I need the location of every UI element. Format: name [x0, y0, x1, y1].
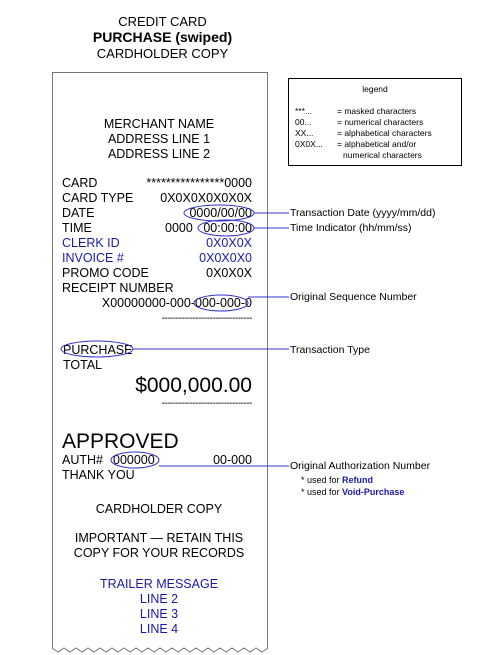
annotation-time-indicator: Time Indicator (hh/mm/ss) [290, 222, 412, 234]
auth-label: AUTH# [62, 453, 103, 467]
thank-you: THANK YOU [62, 468, 135, 482]
invoice-label: INVOICE # [62, 251, 124, 265]
legend-key-numerical: 00... [295, 117, 312, 127]
transaction-type-oval [61, 341, 133, 357]
trailer-message: TRAILER MESSAGE [99, 577, 219, 591]
trailer-line-3: LINE 3 [139, 607, 179, 621]
date-highlight-oval [184, 205, 254, 221]
legend-value-alphabetical: = alphabetical characters [337, 128, 432, 138]
time-label: TIME [62, 221, 92, 235]
trailer-line-2: LINE 2 [139, 592, 179, 606]
time-highlight-oval [198, 220, 254, 236]
invoice-value: 0X0X0X0 [199, 251, 252, 265]
annotation-transaction-type: Transaction Type [290, 344, 370, 356]
note-refund: * used for Refund [301, 475, 374, 485]
auth-highlight-oval [111, 452, 159, 468]
important-notice-2: COPY FOR YOUR RECORDS [73, 546, 245, 560]
approval-status: APPROVED [62, 430, 179, 453]
legend-value-alphanumeric-cont: numerical characters [343, 150, 422, 160]
date-value: 0000/00/00 [189, 206, 252, 220]
header-copy-label: CARDHOLDER COPY [96, 46, 229, 61]
legend-value-alphanumeric: = alphabetical and/or [337, 139, 417, 149]
card-type-value: 0X0X0X0X0X0X [160, 191, 252, 205]
annotation-authorization-number: Original Authorization Number [290, 460, 431, 472]
time-prefix: 0000 [165, 221, 193, 235]
total-amount: $000,000.00 [135, 374, 252, 397]
total-label: TOTAL [63, 358, 103, 372]
header-title: CREDIT CARD [118, 14, 207, 29]
auth-code: 000000 [113, 453, 155, 467]
legend-value-numerical: = numerical characters [337, 117, 424, 127]
merchant-name: MERCHANT NAME [103, 117, 215, 131]
annotation-sequence-number: Original Sequence Number [290, 291, 417, 303]
card-type-label: CARD TYPE [62, 191, 134, 205]
card-label: CARD [62, 176, 98, 190]
important-notice-1: IMPORTANT — RETAIN THIS [74, 531, 244, 545]
note-refund-keyword: Refund [342, 475, 374, 485]
annotation-transaction-date: Transaction Date (yyyy/mm/dd) [290, 207, 436, 219]
trailer-line-4: LINE 4 [139, 622, 179, 636]
note-void-purchase: * used for Void-Purchase [301, 487, 405, 497]
receipt-sequence-number: 000-000-0 [195, 296, 252, 310]
receipt-number-label: RECEIPT NUMBER [62, 281, 174, 295]
receipt-number-prefix: X00000000-000- [101, 296, 195, 310]
merchant-address-1: ADDRESS LINE 1 [107, 132, 211, 146]
transaction-type: PURCHASE [63, 343, 133, 357]
auth-suffix: 00-000 [213, 453, 252, 467]
header-subtitle: PURCHASE (swiped) [92, 29, 233, 45]
legend-key-masked: ***... [295, 106, 313, 116]
legend-title: legend [362, 84, 388, 94]
promo-code-label: PROMO CODE [62, 266, 149, 280]
time-value: 00:00:00 [203, 221, 252, 235]
sequence-highlight-oval [194, 295, 248, 311]
card-number: ****************0000 [146, 176, 252, 190]
promo-code-value: 0X0X0X [206, 266, 252, 280]
legend-key-alphabetical: XX... [295, 128, 314, 138]
clerk-id-label: CLERK ID [62, 236, 120, 250]
date-label: DATE [62, 206, 95, 220]
legend-key-alphanumeric: 0X0X... [295, 139, 323, 149]
legend-value-masked: = masked characters [337, 106, 417, 116]
note-void-keyword: Void-Purchase [342, 487, 405, 497]
separator-dashes-1: -------------------------------- [161, 313, 252, 324]
cardholder-copy-label: CARDHOLDER COPY [95, 502, 223, 516]
clerk-id-value: 0X0X0X [206, 236, 252, 250]
separator-dashes-2: -------------------------------- [161, 398, 252, 409]
merchant-address-2: ADDRESS LINE 2 [107, 147, 211, 161]
